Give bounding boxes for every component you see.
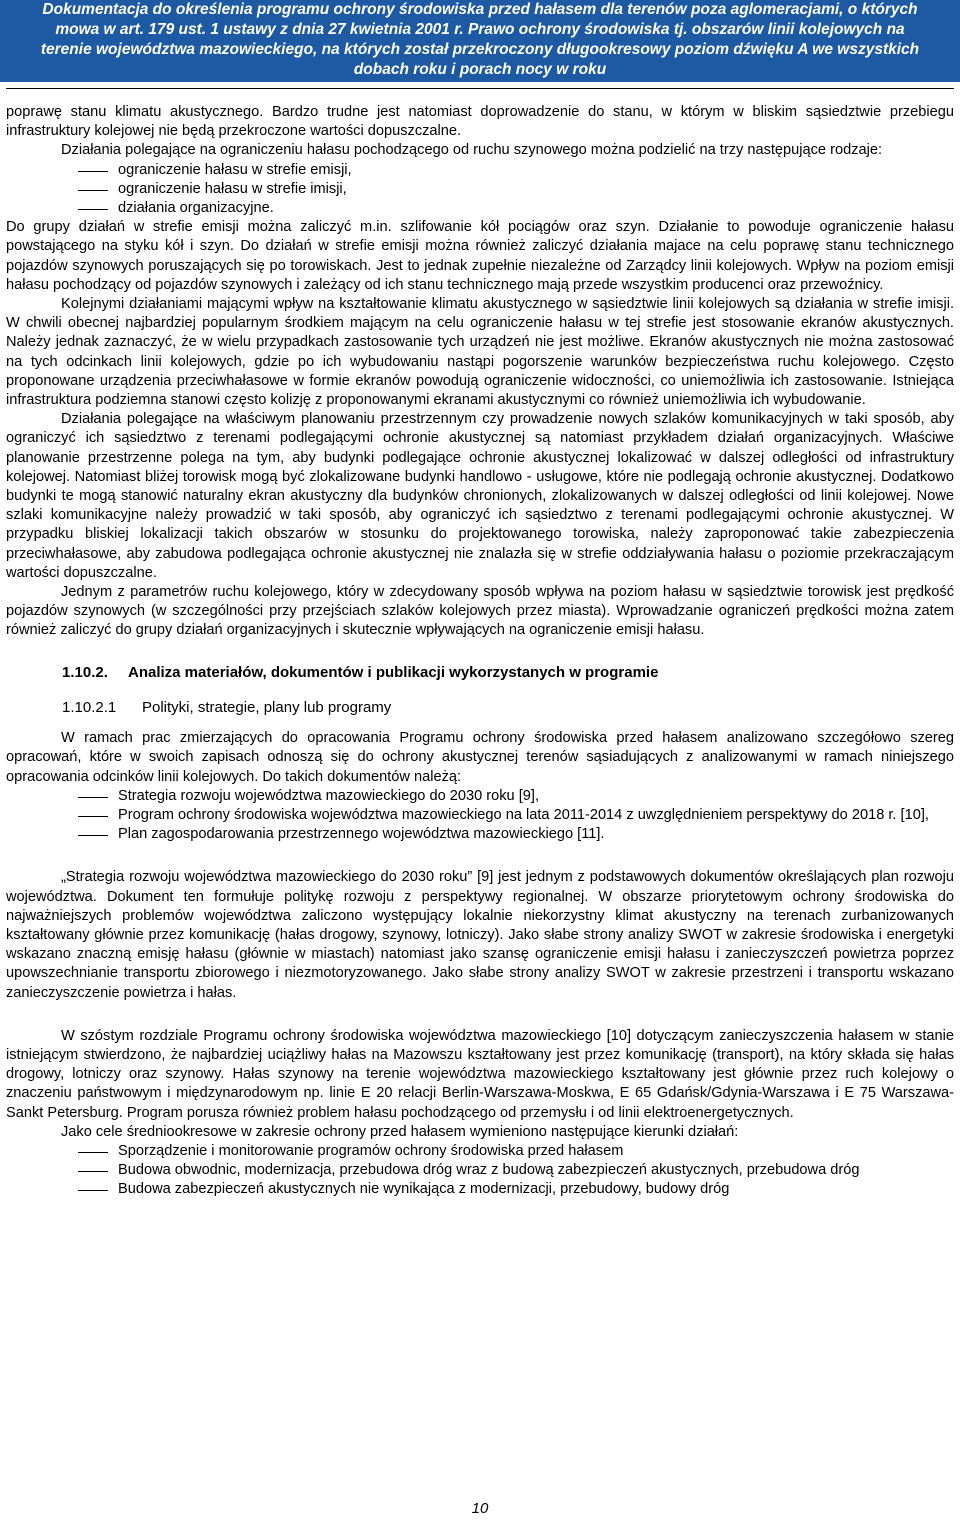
list-item (6, 199, 954, 218)
list-item (6, 1161, 954, 1180)
dash-bullet-icon (78, 1190, 108, 1191)
list-item (6, 1180, 954, 1199)
list-item-text: Sporządzenie i monitorowanie programów ochrony środowiska przed hałasem (118, 1142, 624, 1159)
paragraph: poprawę stanu klimatu akustycznego. Bardzo trudne jest natomiast doprowadzenie do stanu, w którym w bliskim sąsiedztwie przebiegu infrastruktury kolejowej nie będą przekroczone wartości dopuszczalne. (6, 104, 954, 140)
paragraph: W ramach prac zmierzających do opracowania Programu ochrony środowiska przed hałasem analizowano szczegółowo szereg opracowań, które w swoich zapisach odnoszą się do ochrony akustycznej terenów sąsiadujących z analizowanymi w ramach niniejszego opracowania odcinków linii kolejowych. Do takich dokumentów należą: (6, 730, 954, 785)
dash-bullet-icon (78, 1152, 108, 1153)
header-line: Dokumentacja do określenia programu ochrony środowiska przed hałasem dla terenów poza aglomeracjami, o których (42, 1, 918, 18)
list-item-text: ograniczenie hałasu w strefie emisji, (118, 161, 352, 178)
paragraph: Kolejnymi działaniami mającymi wpływ na kształtowanie klimatu akustycznego w sąsiedztwie linii kolejowych są działania w strefie imisji. W chwili obecnej najbardziej popularnym środkiem mającym na celu ograniczenie hałasu w tej strefie jest stosowanie ekranów akustycznych. Należy jednak zaznaczyć, że w wielu przypadkach zastosowanie tych urządzeń nie jest możliwe. Ekranów akustycznych nie można zastosować na tych odcinkach linii kolejowych, gdzie po ich wybudowaniu nastąpi pogorszenie warunków bezpieczeństwa ruchu kolejowego. Często proponowane urządzenia przeciwhałasowe w formie ekranów powodują ograniczenie widoczności, co uniemożliwia ich zastosowanie. Istniejąca infrastruktura podziemna stanowi często kolizję z proponowanymi ekranami akustycznymi co również uniemożliwia ich wybudowanie. (6, 296, 954, 409)
header-line: mowa w art. 179 ust. 1 ustawy z dnia 27 kwietnia 2001 r. Prawo ochrony środowiska tj. obszarów linii kolejowych na (55, 21, 905, 38)
paragraph: „Strategia rozwoju województwa mazowieckiego do 2030 roku” [9] jest jednym z podstawowych dokumentów określających plan rozwoju województwa. Dokument ten formułuje politykę rozwoju z perspektywy regionalnej. W obszarze priorytetowym ochrony środowiska do najważniejszych problemów województwa zaliczono występujący lokalnie niekorzystny klimat akustyczny na terenach zurbanizowanych kształtowany głównie przez komunikację (hałas drogowy, szynowy, lotniczy). Jako słabe strony analizy SWOT w zakresie środowiska i energetyki wskazano znaczną emisję hałasu (głównie w miastach) natomiast jako szansę ograniczenie emisji hałasu i zanieczyszczeń powietrza poprzez upowszechnianie transportu zbiorowego i niezmotoryzowanego. Jako słabe strony analizy SWOT w zakresie przestrzeni i transportu wskazano zanieczyszczenie powietrza i hałas. (6, 869, 954, 1001)
list-item-text: Budowa zabezpieczeń akustycznych nie wynikająca z modernizacji, przebudowy, budowy dróg (118, 1181, 730, 1198)
section-number: 1.10.2. (62, 663, 108, 681)
section-title: Analiza materiałów, dokumentów i publikacji wykorzystanych w programie (128, 663, 659, 681)
dash-bullet-icon (78, 835, 108, 836)
list-item (6, 806, 954, 825)
dash-bullet-icon (78, 797, 108, 798)
dash-list (6, 1142, 954, 1200)
list-item (6, 161, 954, 180)
dash-bullet-icon (78, 816, 108, 817)
paragraph: Do grupy działań w strefie emisji można zaliczyć m.in. szlifowanie kół pociągów oraz szyn. Działanie to powoduje ograniczenie hałasu powstającego na styku kół i szyn. Do działań w strefie emisji można również zaliczyć działania majace na celu poprawę stanu technicznego pojazdów szynowych poruszających się po torowiskach. Jest to jednak zupełnie niezależne od Zarządcy linii kolejowych. Wpływ na poziom emisji hałasu pochodzący od pojazdów szynowych i zależący od ich stanu technicznego mają przede wszystkim producenci oraz przewoźnicy. (6, 219, 954, 293)
page-number: 10 (471, 1500, 489, 1517)
dash-bullet-icon (78, 209, 108, 210)
paragraph: Działania polegające na ograniczeniu hałasu pochodzącego od ruchu szynowego można podzielić na trzy następujące rodzaje: (61, 142, 883, 159)
list-item-text: Budowa obwodnic, modernizacja, przebudowa dróg wraz z budową zabezpieczeń akustycznych, przebudowa dróg (118, 1162, 860, 1179)
subsection-title: Polityki, strategie, plany lub programy (142, 698, 392, 716)
list-item (6, 180, 954, 199)
subsection-number: 1.10.2.1 (62, 698, 117, 716)
list-item-text: ograniczenie hałasu w strefie imisji, (118, 180, 347, 197)
list-item-text: Program ochrony środowiska województwa mazowieckiego na lata 2011-2014 z uwzględnieniem perspektywy do 2018 r. [10], (118, 806, 929, 823)
list-item-text: Strategia rozwoju województwa mazowieckiego do 2030 roku [9], (118, 787, 540, 804)
header-line: terenie województwa mazowieckiego, na których został przekroczony długookresowy poziom dźwięku A we wszystkich (40, 41, 920, 58)
subsection-heading (62, 698, 954, 717)
document-body (6, 103, 954, 1200)
list-item (6, 1142, 954, 1161)
header-line: dobach roku i porach nocy w roku (353, 61, 607, 78)
dash-list (6, 161, 954, 219)
page-header (0, 0, 960, 82)
paragraph: W szóstym rozdziale Programu ochrony środowiska województwa mazowieckiego [10] dotyczącym zanieczyszczenia hałasem w stanie istniejącym stwierdzono, że najbardziej uciążliwy hałas na Mazowszu kształtowany jest przez komunikację (transport), na który składa się hałas drogowy, lotniczy oraz szynowy. Hałas szynowy na terenie województwa mazowieckiego kształtowany jest głównie przez ruch kolejowy o znaczeniu państwowym i międzynarodowym np. linie E 20 relacji Berlin-Warszawa-Moskwa, E 65 Gdańsk/Gdynia-Warszawa i E 75 Warszawa-Sankt Petersburg. Program porusza również problem hałasu pochodzącego od przemysłu i od linii elektroenergetycznych. (6, 1027, 954, 1121)
paragraph: Jako cele średniookresowe w zakresie ochrony przed hałasem wymieniono następujące kierunki działań: (61, 1123, 739, 1140)
list-item-text: działania organizacyjne. (118, 200, 274, 217)
paragraph: Działania polegające na właściwym planowaniu przestrzennym czy prowadzenie nowych szlaków komunikacyjnych w taki sposób, aby ograniczyć ich sąsiedztwo z terenami podlegającymi ochronie akustycznej są natomiast przykładem działań organizacyjnych. Właściwe planowanie przestrzenne polega na tym, aby budynki podlegające ochronie akustycznej lokalizować w dalszej odległości od infrastruktury kolejowej. Natomiast bliżej torowisk mogą być zlokalizowane budynki handlowo - usługowe, które nie podlegają ochronie akustycznej. Dodatkowo budynki te mogą stanowić naturalny ekran akustyczny dla budynków chronionych, zlokalizowanych w dalszej odległości od linii kolejowej. Nowe szlaki komunikacyjne należy prowadzić w taki sposób, aby ograniczyć ich sąsiedztwo z terenami podlegającymi ochronie akustycznej. W przypadku bliskiej lokalizacji takich obszarów w stosunku do projektowanego torowiska, należy zaproponować takie zabezpieczenia przeciwhałasowe, aby zabudowa podlegająca ochronie akustycznej nie znalazła się w strefie oddziaływania hałasu o poziomie przekraczającym wartości dopuszczalne. (6, 411, 954, 581)
dash-bullet-icon (78, 171, 108, 172)
dash-list (6, 787, 954, 845)
paragraph: Jednym z parametrów ruchu kolejowego, który w zdecydowany sposób wpływa na poziom hałasu w sąsiedztwie torowisk jest prędkość pojazdów szynowych (w szczególności przy przejściach szlaków kolejowych przez miasta). Wprowadzanie ograniczeń prędkości można zatem również zaliczyć do grupy działań organizacyjnych i skutecznie wpływających na ograniczenie emisji hałasu. (6, 584, 954, 639)
list-item (6, 787, 954, 806)
dash-bullet-icon (78, 190, 108, 191)
section-heading (62, 663, 954, 682)
dash-bullet-icon (78, 1171, 108, 1172)
list-item-text: Plan zagospodarowania przestrzennego województwa mazowieckiego [11]. (118, 826, 605, 843)
list-item (6, 825, 954, 844)
header-divider (6, 88, 954, 89)
